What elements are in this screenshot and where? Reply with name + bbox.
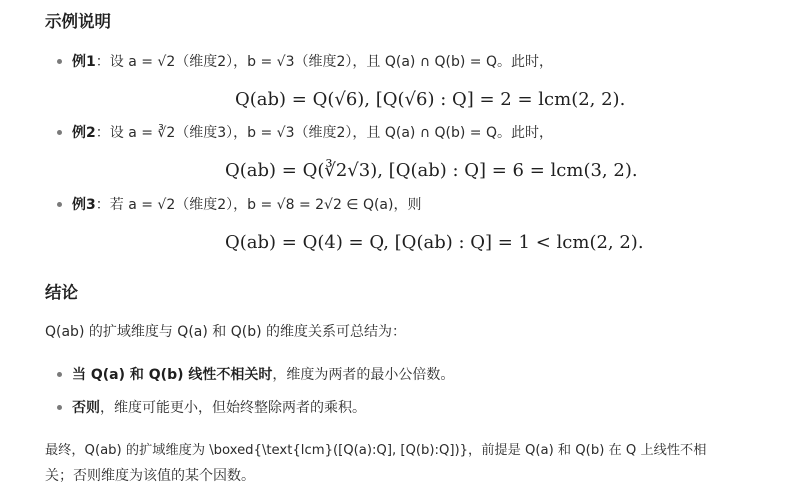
bullet-dot — [57, 405, 62, 410]
section-title-conclusion: 结论 — [45, 283, 78, 302]
section-title-examples: 示例说明 — [45, 12, 111, 31]
example-2-text: 设 a = ∛2（维度3），b = √3（维度2），且 Q(a) ∩ Q(b) = Q。此时， — [109, 125, 553, 141]
final-paragraph-line-1: 最终，Q(ab) 的扩域维度为 \boxed{\text{lcm}([Q(a):Q], [Q(b):Q])}，前提是 Q(a) 和 Q(b) 在 Q 上线性不相 — [45, 443, 707, 458]
conclusion-item-2-rest: ，维度可能更小，但始终整除两者的乘积。 — [100, 400, 366, 416]
conclusion-item-1-rest: ，维度为两者的最小公倍数。 — [272, 367, 455, 383]
bullet-dot — [57, 202, 62, 207]
final-paragraph-line-2: 关；否则维度为该值的某个因数。 — [45, 468, 255, 484]
example-3-display-formula: Q(ab) = Q(4) = Q, [Q(ab) : Q] = 1 < lcm(2, 2). — [225, 232, 644, 253]
conclusion-intro: Q(ab) 的扩域维度与 Q(a) 和 Q(b) 的维度关系可总结为： — [45, 324, 407, 340]
bullet-dot — [57, 372, 62, 377]
example-3-text: 若 a = √2（维度2），b = √8 = 2√2 ∈ Q(a)，则 — [109, 197, 422, 213]
example-3-line — [72, 194, 421, 214]
example-2-sep: ： — [95, 125, 110, 141]
example-3-sep: ： — [95, 197, 110, 213]
bullet-dot — [57, 59, 62, 64]
example-1-text: 设 a = √2（维度2），b = √3（维度2），且 Q(a) ∩ Q(b) = Q。此时， — [109, 54, 553, 70]
example-1-sep: ： — [95, 54, 110, 70]
example-1-line — [72, 51, 553, 71]
conclusion-item-2-bold: 否则 — [72, 400, 100, 416]
example-3-label: 例3 — [72, 197, 96, 213]
example-2-label: 例2 — [72, 125, 96, 141]
example-2-line — [72, 122, 553, 142]
conclusion-item-1-bold: 当 Q(a) 和 Q(b) 线性不相关时 — [72, 367, 273, 383]
bullet-dot — [57, 130, 62, 135]
example-1-display-formula: Q(ab) = Q(√6), [Q(√6) : Q] = 2 = lcm(2, 2). — [235, 89, 626, 110]
example-2-display-formula: Q(ab) = Q(∛2√3), [Q(ab) : Q] = 6 = lcm(3, 2). — [225, 160, 638, 181]
conclusion-item-1 — [72, 364, 454, 384]
conclusion-item-2 — [72, 397, 366, 417]
example-1-label: 例1 — [72, 54, 96, 70]
